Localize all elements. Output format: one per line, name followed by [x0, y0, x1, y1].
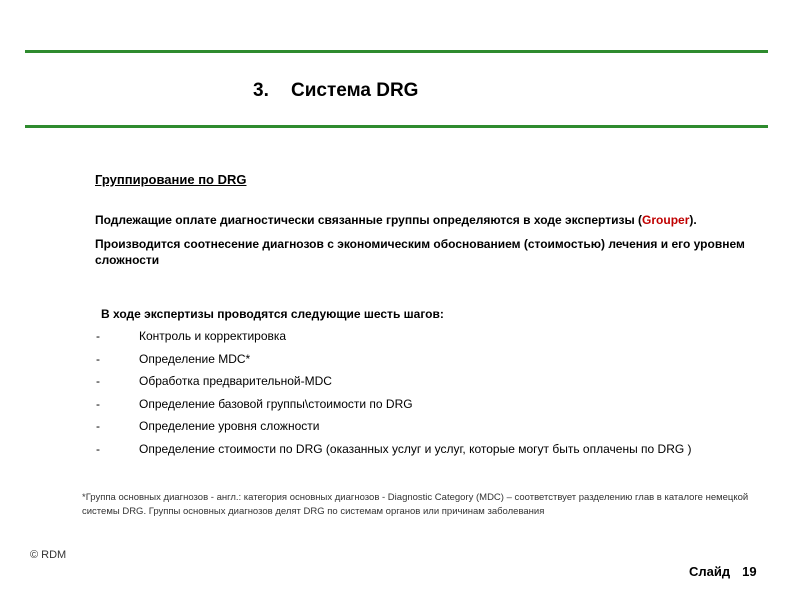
- bullet-dash: -: [96, 329, 100, 343]
- paragraph-grouper-after: ).: [689, 213, 697, 227]
- paragraph-diagnoses: Производится соотнесение диагнозов с экономическим обоснованием (стоимостью) лечения и его уровнем сложности: [95, 237, 745, 267]
- step-text: Определение стоимости по DRG (оказанных услуг и услуг, которые могут быть оплачены по DRG ): [139, 441, 692, 456]
- bullet-dash: -: [96, 396, 100, 411]
- section-number: 3.: [253, 80, 269, 101]
- slide-label: Слайд: [689, 564, 731, 579]
- slide-number-value: 19: [742, 564, 757, 579]
- bullet-dash: -: [96, 441, 100, 456]
- top-divider: [25, 50, 768, 53]
- step-text: Определение уровня сложности: [139, 419, 320, 434]
- steps-intro: В ходе экспертизы проводятся следующие шесть шагов:: [101, 307, 444, 321]
- subheading: Группирование по DRG: [95, 172, 247, 187]
- bullet-dash: -: [96, 374, 100, 389]
- bullet-dash: -: [96, 419, 100, 434]
- title-text: Система DRG: [291, 80, 419, 101]
- step-text: Контроль и корректировка: [139, 329, 287, 343]
- copyright: © RDM: [30, 549, 67, 561]
- paragraph-grouper-before: Подлежащие оплате диагностически связанные группы определяются в ходе экспертизы (: [95, 213, 643, 227]
- bullet-dash: -: [96, 351, 100, 366]
- grouper-term: Grouper: [642, 213, 690, 227]
- slide-number: [689, 564, 757, 579]
- step-text: Определение MDC*: [139, 351, 251, 366]
- slide-title: [253, 80, 418, 102]
- paragraph-grouper: [95, 212, 775, 228]
- bottom-divider: [25, 125, 768, 128]
- footnote: *Группа основных диагнозов - англ.: категория основных диагнозов - Diagnostic Category (MDC) – соответствует разделению глав в каталоге немецкой системы DRG. Группы основных диагнозов делят DRG по системам органов или причинам заболевания: [82, 492, 749, 517]
- step-text: Обработка предварительной-MDC: [139, 374, 332, 389]
- step-text: Определение базовой группы\стоимости по DRG: [139, 396, 413, 411]
